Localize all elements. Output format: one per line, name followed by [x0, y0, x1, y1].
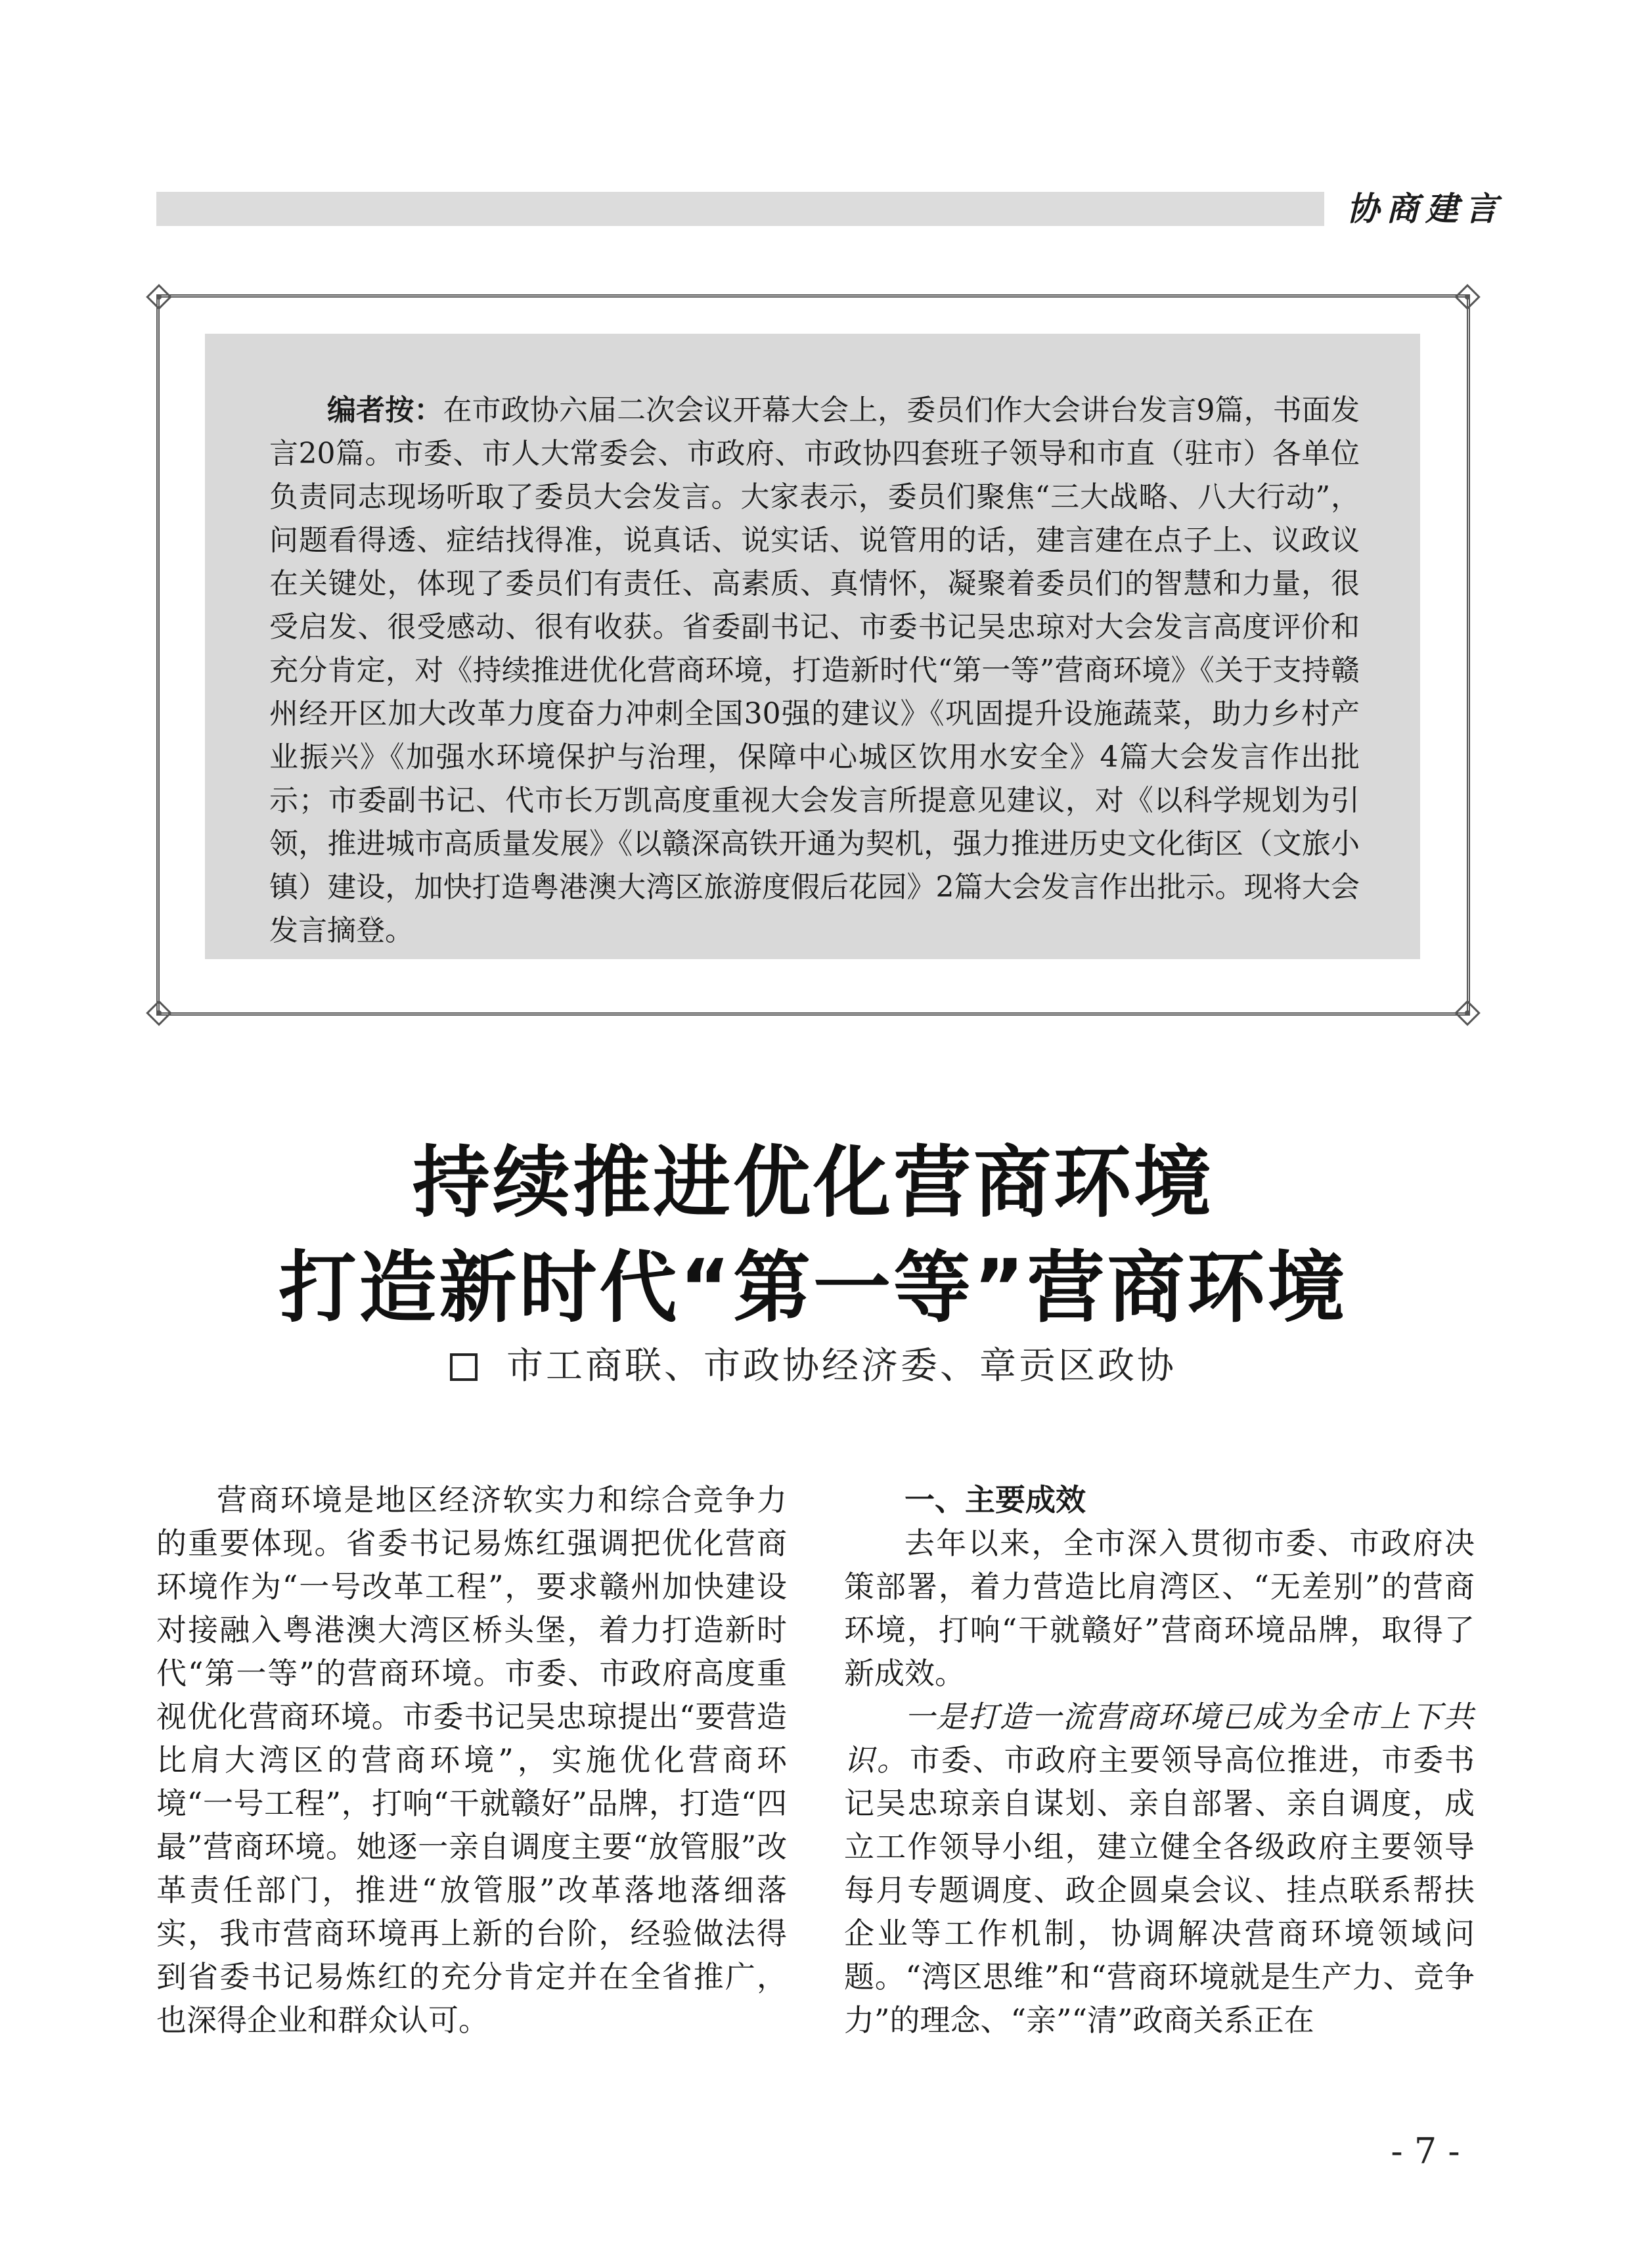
paragraph-text: 市委、市政府主要领导高位推进，市委书记吴忠琼亲自谋划、亲自部署、亲自调度，成立工作领导小组，建立健全各级政府主要领导每月专题调度、政企圆桌会议、挂点联系帮扶企业等工作机制，协调解决营商环境领域问题。“湾区思维”和“营商环境就是生产力、竞争力”的理念、“亲”“清”政商关系正在 — [844, 1742, 1475, 2038]
corner-ornament — [141, 995, 177, 1031]
editor-note-lead: 编者按： — [327, 394, 443, 427]
body-paragraph — [844, 1695, 1475, 2042]
title-line-2: 打造新时代“第一等”营商环境 — [279, 1242, 1348, 1333]
title-line-1: 持续推进优化营商环境 — [412, 1137, 1214, 1228]
page-number: - 7 - — [1391, 2130, 1460, 2172]
article-title — [156, 1130, 1470, 1340]
section-heading: 一、主要成效 — [904, 1482, 1086, 1518]
emphasis-lead: 一是打造一流营商环境已成为全市上下共识。 — [844, 1699, 1475, 1778]
header-bar — [156, 192, 1324, 226]
editor-note-text: 在市政协六届二次会议开幕大会上，委员们作大会讲台发言9篇，书面发言20篇。市委、市人大常委会、市政府、市政协四套班子领导和市直（驻市）各单位负责同志现场听取了委员大会发言。大家表示，委员们聚焦“三大战略、八大行动”，问题看得透、症结找得准，说真话、说实话、说管用的话，建言建在点子上、议政议在关键处，体现了委员们有责任、高素质、真情怀，凝聚着委员们的智慧和力量，很受启发、很受感动、很有收获。省委副书记、市委书记吴忠琼对大会发言高度评价和充分肯定，对《持续推进优化营商环境，打造新时代“第一等”营商环境》《关于支持赣州经开区加大改革力度奋力冲刺全国30强的建议》《巩固提升设施蔬菜，助力乡村产业振兴》《加强水环境保护与治理，保障中心城区饮用水安全》4篇大会发言作出批示；市委副书记、代市长万凯高度重视大会发言所提意见建议，对《以科学规划为引领，推进城市高质量发展》《以赣深高铁开通为契机，强力推进历史文化街区（文旅小镇）建设，加快打造粤港澳大湾区旅游度假后花园》2篇大会发言作出批示。现将大会发言摘登。 — [269, 394, 1360, 947]
square-icon — [450, 1353, 478, 1381]
editor-note — [269, 389, 1360, 953]
corner-ornament — [141, 279, 177, 315]
body-column-left — [156, 1478, 787, 2042]
corner-ornament — [1450, 279, 1485, 315]
body-paragraph: 营商环境是地区经济软实力和综合竞争力的重要体现。省委书记易炼红强调把优化营商环境作为“一号改革工程”，要求赣州加快建设对接融入粤港澳大湾区桥头堡，着力打造新时代“第一等”的营商环境。市委、市政府高度重视优化营商环境。市委书记吴忠琼提出“要营造比肩大湾区的营商环境”，实施优化营商环境“一号工程”，打响“干就赣好”品牌，打造“四最”营商环境。她逐一亲自调度主要“放管服”改革责任部门，推进“放管服”改革落地落细落实，我市营商环境再上新的台阶，经验做法得到省委书记易炼红的充分肯定并在全省推广，也深得企业和群众认可。 — [156, 1482, 787, 2038]
corner-ornament — [1450, 995, 1485, 1031]
byline-text: 市工商联、市政协经济委、章贡区政协 — [506, 1345, 1176, 1387]
body-paragraph: 去年以来，全市深入贯彻市委、市政府决策部署，着力营造比肩湾区、“无差别”的营商环境，打响“干就赣好”营商环境品牌，取得了新成效。 — [844, 1525, 1475, 1691]
section-label: 协商建言 — [1347, 189, 1504, 228]
byline — [156, 1340, 1470, 1393]
body-column-right — [844, 1478, 1475, 2042]
